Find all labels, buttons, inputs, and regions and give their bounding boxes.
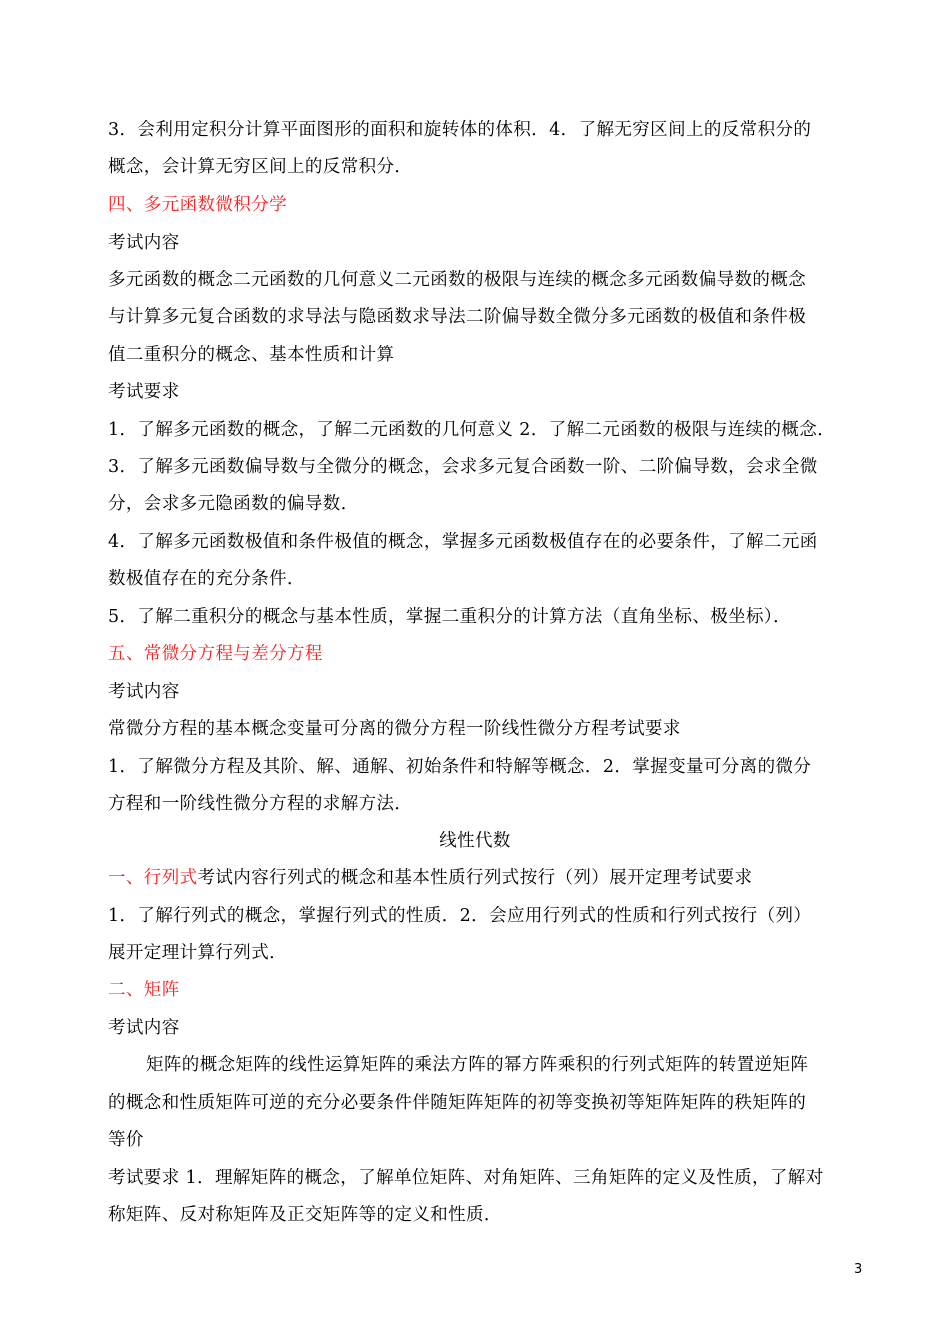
body-text-line: 3．了解多元函数偏导数与全微分的概念，会求多元复合函数一阶、二阶偏导数，会求全微 <box>108 457 818 477</box>
body-text-line: 多元函数的概念二元函数的几何意义二元函数的极限与连续的概念多元函数偏导数的概念 <box>108 270 807 290</box>
body-text-line: 值二重积分的概念、基本性质和计算 <box>108 345 395 365</box>
section-heading-differential-equations: 五、常微分方程与差分方程 <box>108 644 323 664</box>
exam-requirement-label: 考试要求 <box>108 382 180 402</box>
body-text-line: 展开定理计算行列式． <box>108 943 287 963</box>
body-text-line: 概念，会计算无穷区间上的反常积分． <box>108 157 413 177</box>
section-heading-matrix: 二、矩阵 <box>108 980 180 1000</box>
body-text-line: 方程和一阶线性微分方程的求解方法． <box>108 794 413 814</box>
exam-content-label: 考试内容 <box>108 1018 180 1038</box>
body-text-line <box>108 866 868 890</box>
body-text-line: 等价 <box>108 1130 144 1150</box>
body-text-line: 1．了解多元函数的概念，了解二元函数的几何意义 2．了解二元函数的极限与连续的概念． <box>108 420 836 440</box>
body-text-line: 称矩阵、反对称矩阵及正交矩阵等的定义和性质． <box>108 1205 502 1225</box>
exam-content-label: 考试内容 <box>108 682 180 702</box>
page-number: 3 <box>854 1262 863 1277</box>
body-text-line: 1．了解行列式的概念，掌握行列式的性质．2．会应用行列式的性质和行列式按行（列） <box>108 906 812 926</box>
section-heading-determinant: 一、行列式 <box>108 868 198 888</box>
body-text-line: 与计算多元复合函数的求导法与隐函数求导法二阶偏导数全微分多元函数的极值和条件极 <box>108 307 807 327</box>
body-text-line: 考试要求 1．理解矩阵的概念，了解单位矩阵、对角矩阵、三角矩阵的定义及性质，了解对 <box>108 1168 824 1188</box>
body-text-line: 数极值存在的充分条件． <box>108 569 305 589</box>
body-text-line: 4．了解多元函数极值和条件极值的概念，掌握多元函数极值存在的必要条件，了解二元函 <box>108 532 818 552</box>
section-heading-multivariable: 四、多元函数微积分学 <box>108 195 287 215</box>
body-text-line: 的概念和性质矩阵可逆的充分必要条件伴随矩阵矩阵的初等变换初等矩阵矩阵的秩矩阵的 <box>108 1093 807 1113</box>
body-text-span: 考试内容行列式的概念和基本性质行列式按行（列）展开定理考试要求 <box>197 868 753 888</box>
body-text-line: 常微分方程的基本概念变量可分离的微分方程一阶线性微分方程考试要求 <box>108 719 681 739</box>
exam-content-label: 考试内容 <box>108 233 180 253</box>
body-text-line: 矩阵的概念矩阵的线性运算矩阵的乘法方阵的幂方阵乘积的行列式矩阵的转置逆矩阵 <box>146 1055 809 1075</box>
body-text-line: 3．会利用定积分计算平面图形的面积和旋转体的体积．4．了解无穷区间上的反常积分的 <box>108 120 812 140</box>
body-text-line: 分，会求多元隐函数的偏导数． <box>108 494 359 514</box>
part-title-linear-algebra: 线性代数 <box>439 831 511 851</box>
body-text-line: 5．了解二重积分的概念与基本性质，掌握二重积分的计算方法（直角坐标、极坐标）． <box>108 607 791 627</box>
body-text-line: 1．了解微分方程及其阶、解、通解、初始条件和特解等概念．2．掌握变量可分离的微分 <box>108 757 812 777</box>
